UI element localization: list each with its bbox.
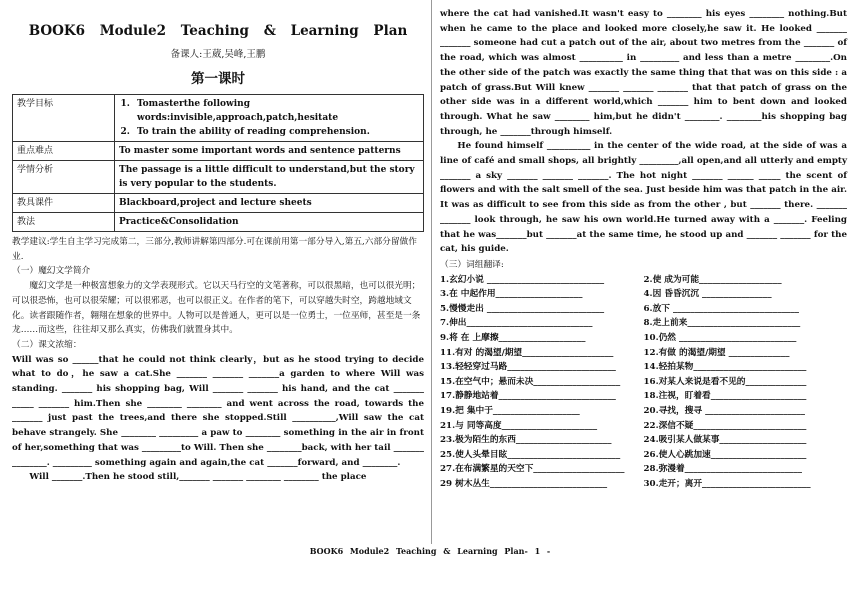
objective-item: 1. Tomasterthe following words:invisible,approach,patch,hesitate [133, 97, 419, 125]
list-item: 9.将 在 上摩擦____________________ [440, 333, 586, 344]
section3-heading: （三）词组翻译: [440, 259, 504, 270]
list-item: 30.走开；离开_________________________ [643, 478, 811, 489]
list-item: 2.使 成为可能___________________ [643, 274, 782, 285]
summary-passage-right: where the cat had vanished.It wasn't easy to ________ his eyes ________ nothing.But when he came to the place and looked more closely,he saw it. He looked _______ _______ someone had cut a patch out of the air, about two metres from the _______ of the road, which was almost __________ in _________ and less than a metre ________.On the other side of the patch was exactly the same thing that that was on this side : a patch of grass.But Will knew _______ _______ _______ that that patch of grass on the other side was in a different world,which _______ him to bent down and looked through. What he saw ________ him,but he didn't ________. ________his shopping bag through, he _______through himself. [440, 9, 847, 137]
row-value: Blackboard,project and lecture sheets [115, 194, 424, 213]
authors-line: 备课人:王葳,吴峰,王鹏 [170, 49, 266, 60]
objectives-list [119, 97, 419, 139]
list-item: 16.对某人来说是看不见的______________ [643, 376, 807, 387]
row-value [115, 95, 424, 142]
table-row [13, 194, 424, 213]
list-item: 25.使人头晕目眩__________________________ [440, 449, 621, 460]
list-item: 12.有做 的渴望/期望 ______________ [643, 347, 790, 358]
list-item: 5.慢慢走出 ___________________________ [440, 303, 605, 314]
list-item: 1.玄幻小说 ___________________________ [440, 274, 605, 285]
list-item: 19.把 集中于____________________ [440, 406, 580, 416]
section2-heading: （二）课文浓缩： [12, 339, 82, 350]
list-item: 15.在空气中；悬而未决____________________ [440, 376, 621, 387]
row-value: To master some important words and sentence patterns [115, 142, 424, 161]
list-item: 11.有对 的渴望/期望_____________________ [440, 347, 614, 358]
table-row [13, 142, 424, 161]
list-item: 29 树木丛生___________________________ [440, 478, 608, 489]
right-column [440, 0, 847, 492]
row-key: 教具课件 [13, 194, 115, 213]
list-item: 7.伸出_____________________________ [440, 318, 593, 329]
row-key: 教学目标 [13, 95, 115, 142]
document-title: BOOK6 Module2 Teaching & Learning Plan [28, 23, 408, 39]
plan-table [12, 94, 424, 232]
list-item: 26.使人心跳加速______________________ [643, 449, 807, 460]
page-footer: BOOK6 Module2 Teaching & Learning Plan- 1 - [309, 546, 551, 556]
list-item: 13.轻轻穿过马路_________________________ [440, 362, 616, 373]
table-row [13, 213, 424, 232]
row-key: 教法 [13, 213, 115, 232]
phrase-translation-list [440, 273, 847, 492]
list-item: 3.在 中起作用____________________ [440, 289, 583, 300]
list-item: 18.注视，盯着看______________________ [643, 391, 807, 402]
summary-passage: Will was so ______that he could not think clearly，but as he stood trying to decide what to do，he saw a cat.She _______ _______ _______a garden to where Will was standing. _______ his shopping bag, Will _______ _______ his hand, and the cat _______ _____ _______ him.Then she ________ ________ and went across the road, towards the _______ just past the trees,and there she stopped.Still __________,Will saw the cat behave strangely. She ________ _________ a paw to ________ something in the air in front of her,something that was _________to Will. Then she ________back, with her tail _______ ________. _________ something again and again,the cat _______forward, and ________. [12, 354, 424, 468]
list-item: 8.走上前来__________________________ [643, 318, 801, 329]
list-item: 22.深信不疑__________________________ [643, 420, 807, 431]
table-row [13, 161, 424, 194]
row-value: Practice&Consolidation [115, 213, 424, 232]
list-item: 10.仍然 ___________________________ [643, 333, 797, 344]
list-item: 6.放下 _____________________________ [643, 303, 799, 314]
teaching-suggestion: 教学建议:学生自主学习完成第二，三部分,教师讲解第四部分.可在课前用第一部分导入,第五,六部分留做作业. [12, 237, 417, 262]
lesson-title: 第一课时 [191, 71, 245, 87]
section1-heading: （一）魔幻文学简介 [12, 266, 91, 277]
list-item: 28.弥漫着___________________________ [643, 464, 802, 475]
row-value: The passage is a little difficult to understand,but the story is very popular to the students. [115, 161, 424, 194]
row-key: 重点难点 [13, 142, 115, 161]
row-key: 学情分析 [13, 161, 115, 194]
list-item: 4.因 昏昏沉沉 ________________ [643, 289, 772, 300]
section1-body: 魔幻文学是一种极富想象力的文学表现形式。它以天马行空的文笔著称，可以很黑暗，也可以很光明；可以很恐怖，也可以很荣耀；可以很邪恶，也可以很正义。在作者的笔下，可以穿越失时空，跨越地域文化。读者跟随作者，翱翔在想象的世界中。人物可以是普通人，更可以是一位勇士，一位巫师，甚至是一条龙……而这些，往往却又那么真实，仿佛我们就置身其中。 [12, 281, 421, 336]
list-item: 21.与 同等高度______________________ [440, 420, 598, 431]
objective-item: 2. To train the ability of reading comprehension. [133, 125, 419, 139]
list-item: 27.在布满繁星的天空下_____________________ [440, 464, 625, 475]
list-item: 24.吸引某人做某事____________________ [643, 435, 807, 446]
column-divider [431, 0, 432, 544]
left-column [12, 0, 424, 485]
summary-passage-right-2: He found himself __________ in the center of the wide road, at the side of was a line of café and small shops, all brightly _________,all open,and all utterly and empty _______ a sky _______ _______ _______. The hot night _______ ______ _____ the scent of flowers and with the salt smell of the sea. Just beside him was that patch in the air. It was as difficult to see from this side as from the other , but _______ there. _______ _______ look through, he saw his own world.He turned away with a _______. Feeling that he was_______but _______at the same time, he stood up and _______ _______ for the cat, his guide. [440, 141, 847, 255]
list-item: 17.静静地站着___________________________ [440, 391, 616, 402]
list-item: 23.极为陌生的东西______________________ [440, 435, 612, 446]
table-row [13, 95, 424, 142]
list-item: 14.轻拍某物__________________________ [643, 362, 807, 373]
list-item: 20.寻找，搜寻 _______________________ [643, 406, 805, 416]
summary-passage-cont: Will _______.Then he stood still,_______ _______ ________ ________ the place [29, 472, 367, 483]
